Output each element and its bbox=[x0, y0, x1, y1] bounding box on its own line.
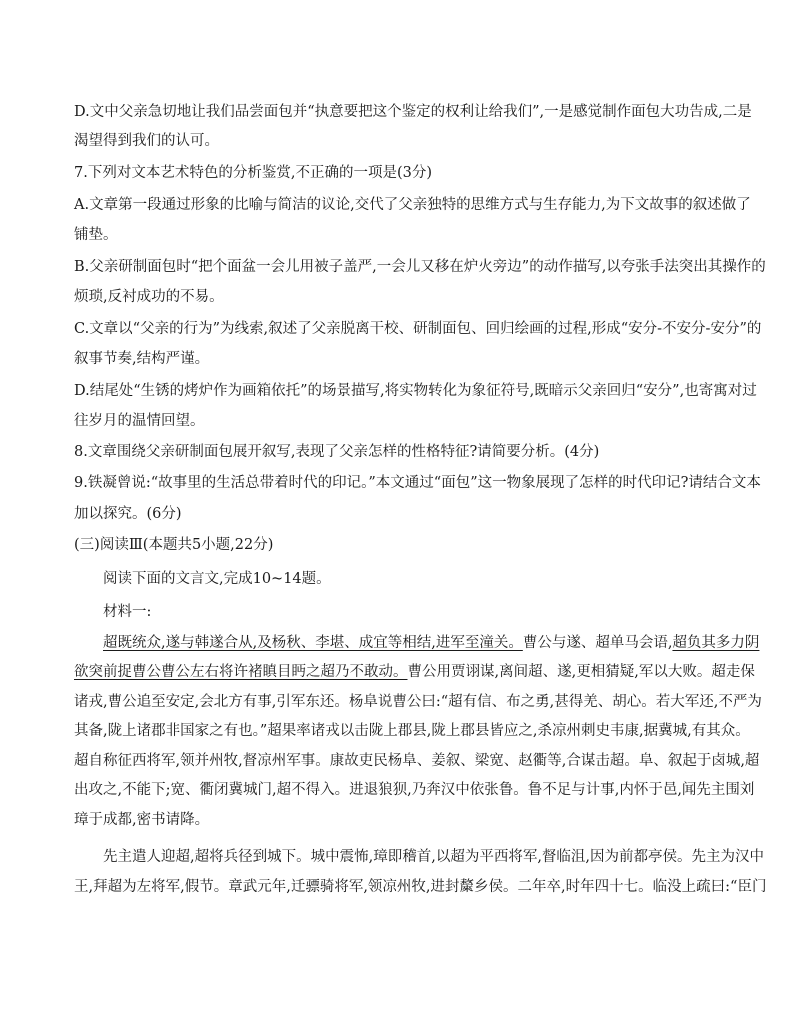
option-d-line-1: D.文中父亲急切地让我们品尝面包并“执意要把这个鉴定的权利让给我们”,一是感觉制作面包大功告成,二是 bbox=[74, 104, 752, 120]
passage-text: 曹公与遂、超单马会语, bbox=[522, 635, 673, 651]
option-a-line-1: A.文章第一段通过形象的比喻与简洁的议论,交代了父亲独特的思维方式与生存能力,为下文故事的叙述做了 bbox=[74, 197, 751, 213]
option-c-line-1: C.文章以“父亲的行为”为线索,叙述了父亲脱离干校、研制面包、回归绘画的过程,形成“安分-不安分-安分”的 bbox=[74, 321, 762, 337]
question-7: 7.下列对文本艺术特色的分析鉴赏,不正确的一项是(3分) bbox=[74, 165, 432, 181]
underlined-sentence-2b: 欲突前捉曹公曹公左右将许褚瞋目眄之超乃不敢动。 bbox=[74, 664, 408, 680]
reading-instruction: 阅读下面的文言文,完成10~14题。 bbox=[103, 571, 331, 587]
passage-line-6: 出攻之,不能下;宽、衢闭冀城门,超不得入。进退狼狈,乃奔汉中依张鲁。鲁不足与计事,内怀于邑,闻先主围刘 bbox=[74, 782, 755, 798]
passage-text: 曹公用贾诩谋,离间超、遂,更相猜疑,军以大败。超走保 bbox=[407, 664, 755, 680]
underlined-sentence-2a: 超负其多力阴 bbox=[672, 635, 760, 651]
underlined-sentence-1: 超既统众,遂与韩遂合从,及杨秋、李堪、成宜等相结,进军至潼关。 bbox=[103, 635, 523, 651]
passage2-line-1: 先主遣人迎超,超将兵径到城下。城中震怖,璋即稽首,以超为平西将军,督临沮,因为前都亭侯。先主为汉中 bbox=[103, 849, 765, 865]
option-b-line-2: 烦琐,反衬成功的不易。 bbox=[74, 289, 224, 305]
passage-line-5: 超自称征西将军,领并州牧,督凉州军事。康故吏民杨阜、姜叙、梁宽、赵衢等,合谋击超。阜、叙起于卤城,超 bbox=[74, 753, 760, 769]
option-d2-line-2: 往岁月的温情回望。 bbox=[74, 413, 205, 429]
option-a-line-2: 铺垫。 bbox=[74, 227, 118, 243]
passage2-line-2: 王,拜超为左将军,假节。章武元年,迁骠骑将军,领凉州牧,进封斄乡侯。二年卒,时年四十七。临没上疏曰:“臣门 bbox=[74, 879, 767, 895]
passage-line-3: 诸戎,曹公追至安定,会北方有事,引军东还。杨阜说曹公曰:“超有信、布之勇,甚得羌、胡心。若大军还,不严为 bbox=[74, 694, 762, 710]
passage-line-7: 璋于成都,密书请降。 bbox=[74, 812, 210, 828]
passage-line-1 bbox=[103, 632, 760, 654]
option-d2-line-1: D.结尾处“生锈的烤炉作为画箱依托”的场景描写,将实物转化为象征符号,既暗示父亲回归“安分”,也寄寓对过 bbox=[74, 383, 757, 399]
passage-line-4: 其备,陇上诸郡非国家之有也。”超果率诸戎以击陇上郡县,陇上郡县皆应之,杀凉州刺史韦康,据冀城,有其众。 bbox=[74, 723, 750, 739]
option-c-line-2: 叙事节奏,结构严谨。 bbox=[74, 351, 210, 367]
question-9-line-2: 加以探究。(6分) bbox=[74, 506, 182, 522]
section-heading: (三)阅读Ⅲ(本题共5小题,22分) bbox=[74, 537, 274, 553]
question-9-line-1: 9.铁凝曾说:“故事里的生活总带着时代的印记。”本文通过“面包”这一物象展现了怎样的时代印记?请结合文本 bbox=[74, 475, 761, 491]
option-b-line-1: B.父亲研制面包时“把个面盆一会儿用被子盖严,一会儿又移在炉火旁边”的动作描写,以夸张手法突出其操作的 bbox=[74, 259, 766, 275]
passage-line-2 bbox=[74, 661, 755, 683]
question-8: 8.文章围绕父亲研制面包展开叙写,表现了父亲怎样的性格特征?请简要分析。(4分) bbox=[74, 444, 600, 460]
option-d-line-2: 渴望得到我们的认可。 bbox=[74, 133, 219, 149]
material-label: 材料一: bbox=[103, 604, 152, 620]
